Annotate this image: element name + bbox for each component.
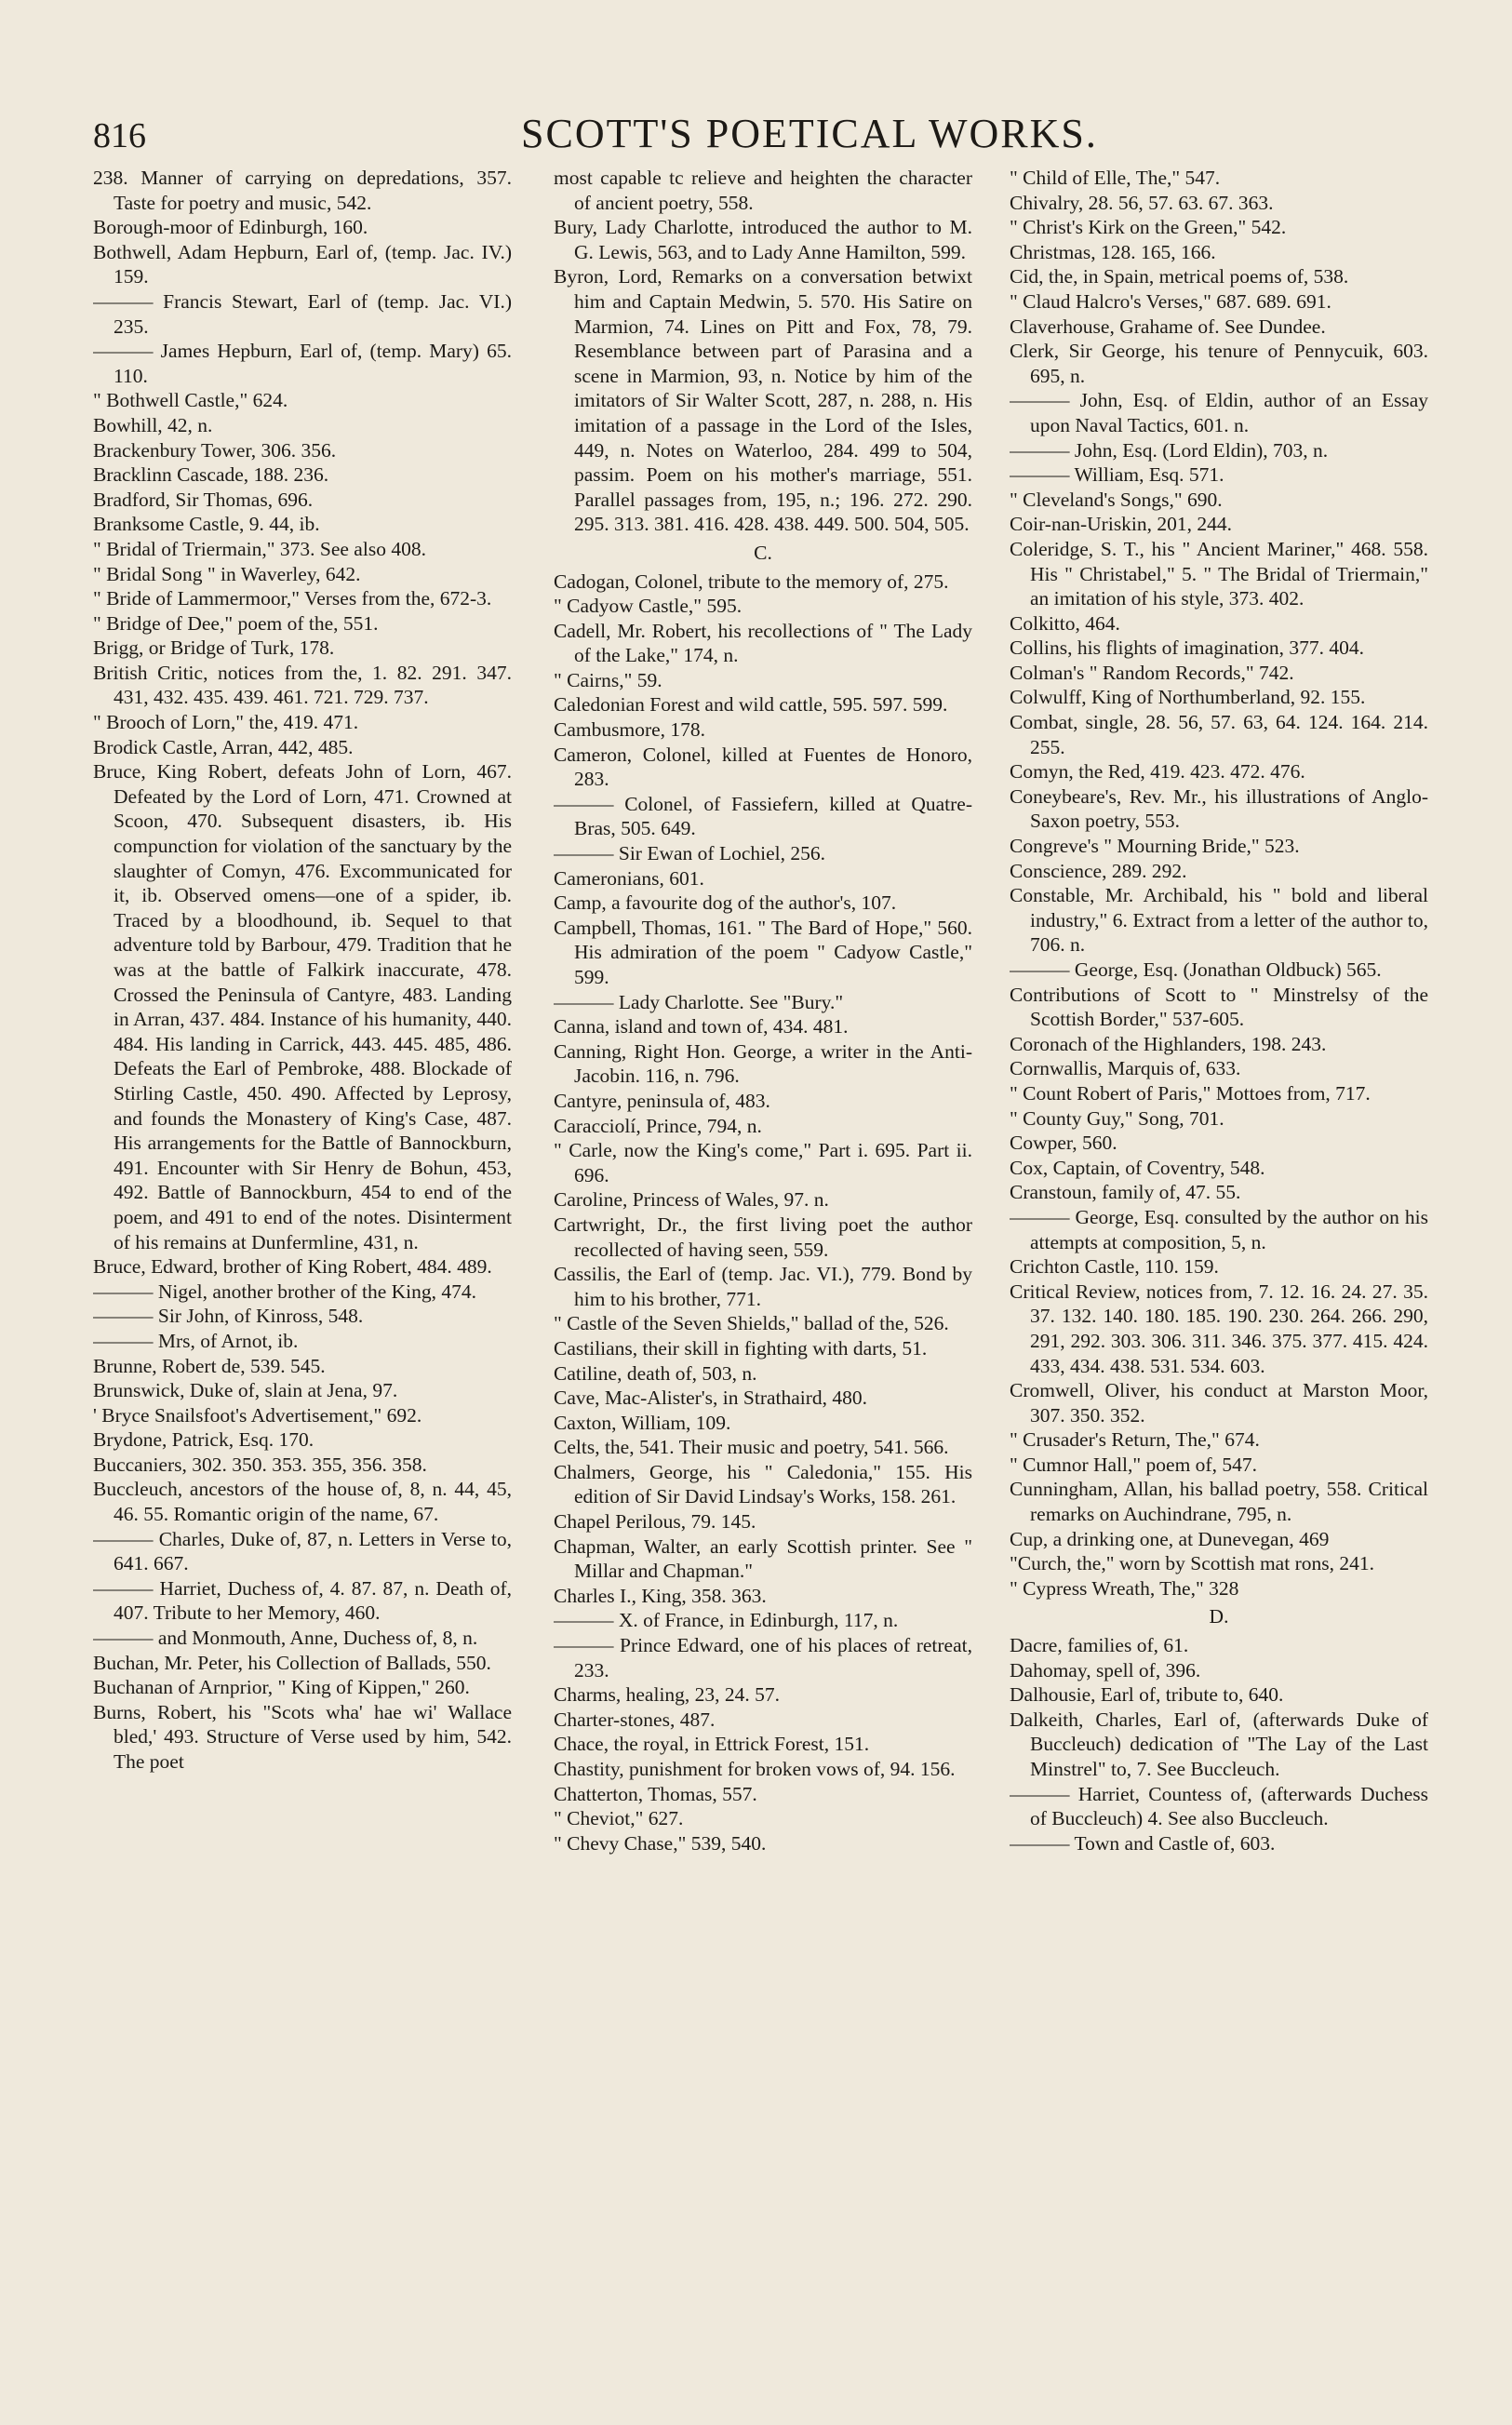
index-entry: Charms, healing, 23, 24. 57. — [554, 1683, 781, 1707]
index-entry: Constable, Mr. Archibald, his " bold and liberal industry," 6. Extract from a letter of the author to, 706. n. — [1010, 884, 1428, 957]
index-entry: Cup, a drinking one, at Dunevegan, 469 — [1010, 1527, 1330, 1550]
index-entry: ——— Sir John, of Kinross, 548. — [93, 1305, 364, 1328]
index-entry: Chastity, punishment for broken vows of, 94. 156. — [554, 1758, 956, 1780]
index-entry: Catiline, death of, 503, n. — [554, 1361, 757, 1385]
index-entry: Cromwell, Oliver, his conduct at Marston Moor, 307. 350. 352. — [1010, 1379, 1428, 1427]
index-entry: Colkitto, 464. — [1010, 611, 1120, 635]
index-entry: Bruce, King Robert, defeats John of Lorn, 467. Defeated by the Lord of Lorn, 471. Crowned at Scoon, 470. Subsequent disasters, ib. His compunction for violation of the sanctuary by the slaughter of Comyn, 476. Excommunicated for it, ib. Observed omens—one of a spider, ib. Traced by a bloodhound, ib. Sequel to that adventure told by Barbour, 479. Tradition that he was at the battle of Falkirk inaccurate, 478. Crossed the Peninsula of Cantyre, 483. Landing in Arran, 437. 484. Instance of his humanity, 440. 484. His landing in Carrick, 443. 445. 485, 486. Defeats the Earl of Pembroke, 488. Blockade of Stirling Castle, 450. 490. Affected by Leprosy, and founds the Monastery of King's Case, 487. His arrangements for the Battle of Bannockburn, 491. Encounter with Sir Henry de Bohun, 453, 492. Battle of Bannockburn, 454 to end of the poem, and 491 to end of the notes. Disinterment of his remains at Dunfermline, 431, n. — [93, 760, 512, 1253]
index-entry: Chatterton, Thomas, 557. — [554, 1782, 757, 1805]
index-entry: Coleridge, S. T., his " Ancient Mariner," 468. 558. His " Christabel," 5. " The Bridal of Triermain," an imitation of his style, 373. 402. — [1010, 537, 1428, 610]
index-entry: Cassilis, the Earl of (temp. Jac. VI.), 779. Bond by him to his brother, 771. — [554, 1263, 972, 1310]
index-entry: ——— Francis Stewart, Earl of (temp. Jac. VI.) 235. — [93, 289, 512, 338]
index-entry: Cunningham, Allan, his ballad poetry, 558. Critical remarks on Auchindrane, 795, n. — [1010, 1478, 1428, 1526]
index-entry: Bracklinn Cascade, 188. 236. — [93, 463, 329, 487]
index-entry: " Bride of Lammermoor," Verses from the, 672-3. — [93, 587, 492, 610]
index-entry: Colman's " Random Records," 742. — [1010, 661, 1294, 684]
index-entry: Campbell, Thomas, 161. " The Bard of Hope," 560. His admiration of the poem " Cadyow Castle," 599. — [554, 916, 972, 988]
index-entry: Buccleuch, ancestors of the house of, 8, n. 44, 45, 46. 55. Romantic origin of the name, 67. — [93, 1478, 512, 1526]
index-column-1 — [93, 166, 512, 2306]
index-entry: Coneybeare's, Rev. Mr., his illustrations of Anglo-Saxon poetry, 553. — [1010, 784, 1428, 833]
index-columns — [93, 166, 1433, 2306]
index-entry: Contributions of Scott to " Minstrelsy of the Scottish Border," 537-605. — [1010, 983, 1428, 1031]
index-entry: Chace, the royal, in Ettrick Forest, 151. — [554, 1733, 870, 1756]
index-entry: Cranstoun, family of, 47. 55. — [1010, 1181, 1241, 1204]
index-entry: Cowper, 560. — [1010, 1132, 1117, 1155]
index-entry: " Bridal of Triermain," 373. See also 408. — [93, 537, 426, 560]
index-entry: Chapel Perilous, 79. 145. — [554, 1510, 756, 1534]
index-entry: Crichton Castle, 110. 159. — [1010, 1255, 1219, 1279]
index-entry: " Cypress Wreath, The," 328 — [1010, 1576, 1239, 1600]
index-entry: Burns, Robert, his "Scots wha' hae wi' Wallace bled,' 493. Structure of Verse used by him, 542. The poet — [93, 1700, 512, 1773]
index-entry: 238. Manner of carrying on depredations, 357. Taste for poetry and music, 542. — [93, 167, 512, 214]
index-entry: ——— John, Esq. (Lord Eldin), 703, n. — [1010, 438, 1329, 462]
index-entry: Caroline, Princess of Wales, 97. n. — [554, 1188, 829, 1212]
index-entry: Chivalry, 28. 56, 57. 63. 67. 363. — [1010, 191, 1274, 214]
index-entry: Collins, his flights of imagination, 377. 404. — [1010, 636, 1365, 660]
index-entry: Canna, island and town of, 434. 481. — [554, 1015, 849, 1038]
index-entry: Bothwell, Adam Hepburn, Earl of, (temp. Jac. IV.) 159. — [93, 240, 512, 288]
index-entry: Celts, the, 541. Their music and poetry, 541. 566. — [554, 1436, 949, 1459]
index-entry: Dahomay, spell of, 396. — [1010, 1658, 1201, 1681]
index-entry: Comyn, the Red, 419. 423. 472. 476. — [1010, 760, 1305, 784]
index-entry: Caledonian Forest and wild cattle, 595. 597. 599. — [554, 693, 948, 717]
index-entry: Cadell, Mr. Robert, his recollections of " The Lady of the Lake," 174, n. — [554, 619, 972, 667]
index-entry: Cameronians, 601. — [554, 866, 704, 890]
index-entry: Coir-nan-Uriskin, 201, 244. — [1010, 513, 1233, 536]
index-entry: " Castle of the Seven Shields," ballad of the, 526. — [554, 1312, 949, 1335]
index-entry: ——— Harriet, Countess of, (afterwards Duchess of Buccleuch) 4. See also Buccleuch. — [1010, 1782, 1428, 1830]
index-entry: " Crusader's Return, The," 674. — [1010, 1428, 1260, 1452]
index-entry: Clerk, Sir George, his tenure of Pennycuik, 603. 695, n. — [1010, 340, 1428, 387]
index-entry: Cox, Captain, of Coventry, 548. — [1010, 1156, 1265, 1179]
index-entry: " Carle, now the King's come," Part i. 695. Part ii. 696. — [554, 1139, 972, 1186]
index-entry: Dalhousie, Earl of, tribute to, 640. — [1010, 1683, 1284, 1707]
index-entry: Brigg, or Bridge of Turk, 178. — [93, 636, 335, 660]
index-entry: ——— William, Esq. 571. — [1010, 463, 1224, 487]
index-entry: ——— Lady Charlotte. See "Bury." — [554, 990, 844, 1013]
index-entry: Byron, Lord, Remarks on a conversation betwixt him and Captain Medwin, 5. 570. His Satire on Marmion, 74. Lines on Pitt and Fox, 78, 79. Resemblance between part of Parasina and a scene in Marmion, 93, n. Notice by him of the imitators of Sir Walter Scott, 287, n. 288, n. His imitation of a passage in the Lord of the Isles, 449, n. Notes on Waterloo, 284. 499 to 504, passim. Poem on his mother's marriage, 551. Parallel passages from, 195, n.; 196. 272. 290. 295. 313. 381. 416. 428. 438. 449. 500. 504, 505. — [554, 265, 972, 536]
running-title: SCOTT'S POETICAL WORKS. — [521, 111, 1098, 156]
index-entry: " Cleveland's Songs," 690. — [1010, 488, 1223, 511]
index-entry: Conscience, 289. 292. — [1010, 859, 1187, 882]
index-entry: "Curch, the," worn by Scottish mat rons, 241. — [1010, 1552, 1374, 1575]
index-entry: " County Guy," Song, 701. — [1010, 1106, 1224, 1130]
index-entry: Buccaniers, 302. 350. 353. 355, 356. 358. — [93, 1453, 427, 1476]
index-entry: ——— Colonel, of Fassiefern, killed at Quatre-Bras, 505. 649. — [554, 792, 972, 840]
index-entry: ——— Mrs, of Arnot, ib. — [93, 1329, 299, 1352]
index-entry: Cameron, Colonel, killed at Fuentes de Honoro, 283. — [554, 743, 972, 791]
index-entry: Cambusmore, 178. — [554, 718, 706, 742]
index-entry: " Bothwell Castle," 624. — [93, 389, 288, 412]
index-entry: Brodick Castle, Arran, 442, 485. — [93, 735, 354, 758]
index-entry: " Cairns," 59. — [554, 668, 662, 691]
index-entry: Charter-stones, 487. — [554, 1708, 716, 1731]
index-entry: Buchanan of Arnprior, " King of Kippen," 260. — [93, 1676, 470, 1699]
index-entry: ——— Harriet, Duchess of, 4. 87. 87, n. Death of, 407. Tribute to her Memory, 460. — [93, 1576, 512, 1625]
index-entry: " Count Robert of Paris," Mottoes from, 717. — [1010, 1081, 1371, 1105]
index-entry: Chapman, Walter, an early Scottish printer. See " Millar and Chapman." — [554, 1534, 972, 1583]
index-entry: " Claud Halcro's Verses," 687. 689. 691. — [1010, 289, 1331, 313]
index-entry: Branksome Castle, 9. 44, ib. — [93, 513, 320, 536]
index-entry: Brunswick, Duke of, slain at Jena, 97. — [93, 1379, 398, 1402]
index-entry: " Brooch of Lorn," the, 419. 471. — [93, 711, 359, 734]
index-entry: British Critic, notices from the, 1. 82. 291. 347. 431, 432. 435. 439. 461. 721. 729. 737. — [93, 661, 512, 709]
index-entry: Borough-moor of Edinburgh, 160. — [93, 216, 368, 239]
index-column-2 — [554, 166, 972, 2306]
section-letter: D. — [1209, 1605, 1229, 1628]
index-entry: Critical Review, notices from, 7. 12. 16. 24. 27. 35. 37. 132. 140. 180. 185. 190. 230. 264. 266. 290, 291, 292. 303. 306. 311. 346. 375. 377. 415. 424. 433, 434. 438. 531. 534. 603. — [1010, 1279, 1428, 1377]
index-entry: Claverhouse, Grahame of. See Dundee. — [1010, 315, 1326, 338]
index-entry: ——— Sir Ewan of Lochiel, 256. — [554, 842, 825, 865]
index-entry: Brackenbury Tower, 306. 356. — [93, 438, 337, 462]
index-entry: ——— George, Esq. (Jonathan Oldbuck) 565. — [1010, 958, 1382, 981]
index-entry: ——— Prince Edward, one of his places of retreat, 233. — [554, 1634, 972, 1681]
index-entry: ——— John, Esq. of Eldin, author of an Essay upon Naval Tactics, 601. n. — [1010, 389, 1428, 436]
index-entry: ——— Town and Castle of, 603. — [1010, 1831, 1276, 1855]
section-letter: C. — [754, 541, 772, 564]
index-entry: " Cheviot," 627. — [554, 1807, 684, 1830]
index-entry: Bury, Lady Charlotte, introduced the author to M. G. Lewis, 563, and to Lady Anne Hamilton, 599. — [554, 216, 972, 263]
index-entry: Brunne, Robert de, 539. 545. — [93, 1354, 326, 1377]
index-entry: Buchan, Mr. Peter, his Collection of Ballads, 550. — [93, 1651, 491, 1674]
index-entry: Bruce, Edward, brother of King Robert, 484. 489. — [93, 1255, 492, 1279]
index-entry: " Cumnor Hall," poem of, 547. — [1010, 1453, 1257, 1476]
index-entry: Camp, a favourite dog of the author's, 107. — [554, 891, 897, 915]
index-entry: " Bridge of Dee," poem of the, 551. — [93, 611, 379, 635]
index-entry: ——— Charles, Duke of, 87, n. Letters in Verse to, 641. 667. — [93, 1527, 512, 1575]
index-entry: ——— George, Esq. consulted by the author on his attempts at composition, 5, n. — [1010, 1205, 1428, 1253]
index-entry: Combat, single, 28. 56, 57. 63, 64. 124. 164. 214. 255. — [1010, 711, 1428, 758]
index-entry: Chalmers, George, his " Caledonia," 155. His edition of Sir David Lindsay's Works, 158. 261. — [554, 1460, 972, 1508]
index-entry: " Child of Elle, The," 547. — [1010, 167, 1221, 189]
index-entry: Cave, Mac-Alister's, in Strathaird, 480. — [554, 1387, 868, 1410]
index-entry: ——— X. of France, in Edinburgh, 117, n. — [554, 1609, 899, 1632]
index-entry: ——— Nigel, another brother of the King, 474. — [93, 1279, 476, 1303]
index-entry: " Chevy Chase," 539, 540. — [554, 1831, 767, 1855]
index-entry: most capable tc relieve and heighten the character of ancient poetry, 558. — [554, 167, 972, 214]
index-entry: Caxton, William, 109. — [554, 1411, 731, 1434]
index-entry: Dacre, families of, 61. — [1010, 1634, 1189, 1657]
index-entry: Bowhill, 42, n. — [93, 413, 213, 436]
page-header — [93, 110, 1098, 166]
index-entry: Cadogan, Colonel, tribute to the memory of, 275. — [554, 569, 949, 593]
index-entry: Canning, Right Hon. George, a writer in the Anti-Jacobin. 116, n. 796. — [554, 1039, 972, 1088]
index-entry: Charles I., King, 358. 363. — [554, 1584, 767, 1607]
index-entry: Brydone, Patrick, Esq. 170. — [93, 1428, 314, 1452]
index-entry: " Cadyow Castle," 595. — [554, 595, 743, 618]
index-entry: Congreve's " Mourning Bride," 523. — [1010, 835, 1300, 858]
index-entry: " Christ's Kirk on the Green," 542. — [1010, 216, 1287, 239]
index-entry: ——— James Hepburn, Earl of, (temp. Mary) 65. 110. — [93, 340, 512, 387]
index-entry: Christmas, 128. 165, 166. — [1010, 240, 1216, 263]
page-number: 816 — [93, 116, 146, 155]
index-entry: Colwulff, King of Northumberland, 92. 155. — [1010, 686, 1366, 709]
index-column-3 — [1010, 166, 1428, 2306]
index-entry: Cid, the, in Spain, metrical poems of, 538. — [1010, 265, 1349, 288]
index-entry: " Bridal Song " in Waverley, 642. — [93, 562, 361, 585]
index-entry: ——— and Monmouth, Anne, Duchess of, 8, n. — [93, 1627, 478, 1650]
index-entry: Bradford, Sir Thomas, 696. — [93, 488, 314, 511]
index-entry: Cornwallis, Marquis of, 633. — [1010, 1057, 1241, 1080]
index-entry: ' Bryce Snailsfoot's Advertisement," 692. — [93, 1403, 422, 1427]
index-entry: Cantyre, peninsula of, 483. — [554, 1089, 770, 1112]
index-entry: Caracciolí, Prince, 794, n. — [554, 1114, 762, 1137]
index-entry: Cartwright, Dr., the first living poet the author recollected of having seen, 559. — [554, 1212, 972, 1261]
index-entry: Coronach of the Highlanders, 198. 243. — [1010, 1032, 1327, 1055]
index-entry: Castilians, their skill in fighting with darts, 51. — [554, 1336, 928, 1360]
index-entry: Dalkeith, Charles, Earl of, (afterwards Duke of Buccleuch) dedication of "The Lay of the Last Minstrel" to, 7. See Buccleuch. — [1010, 1708, 1428, 1780]
